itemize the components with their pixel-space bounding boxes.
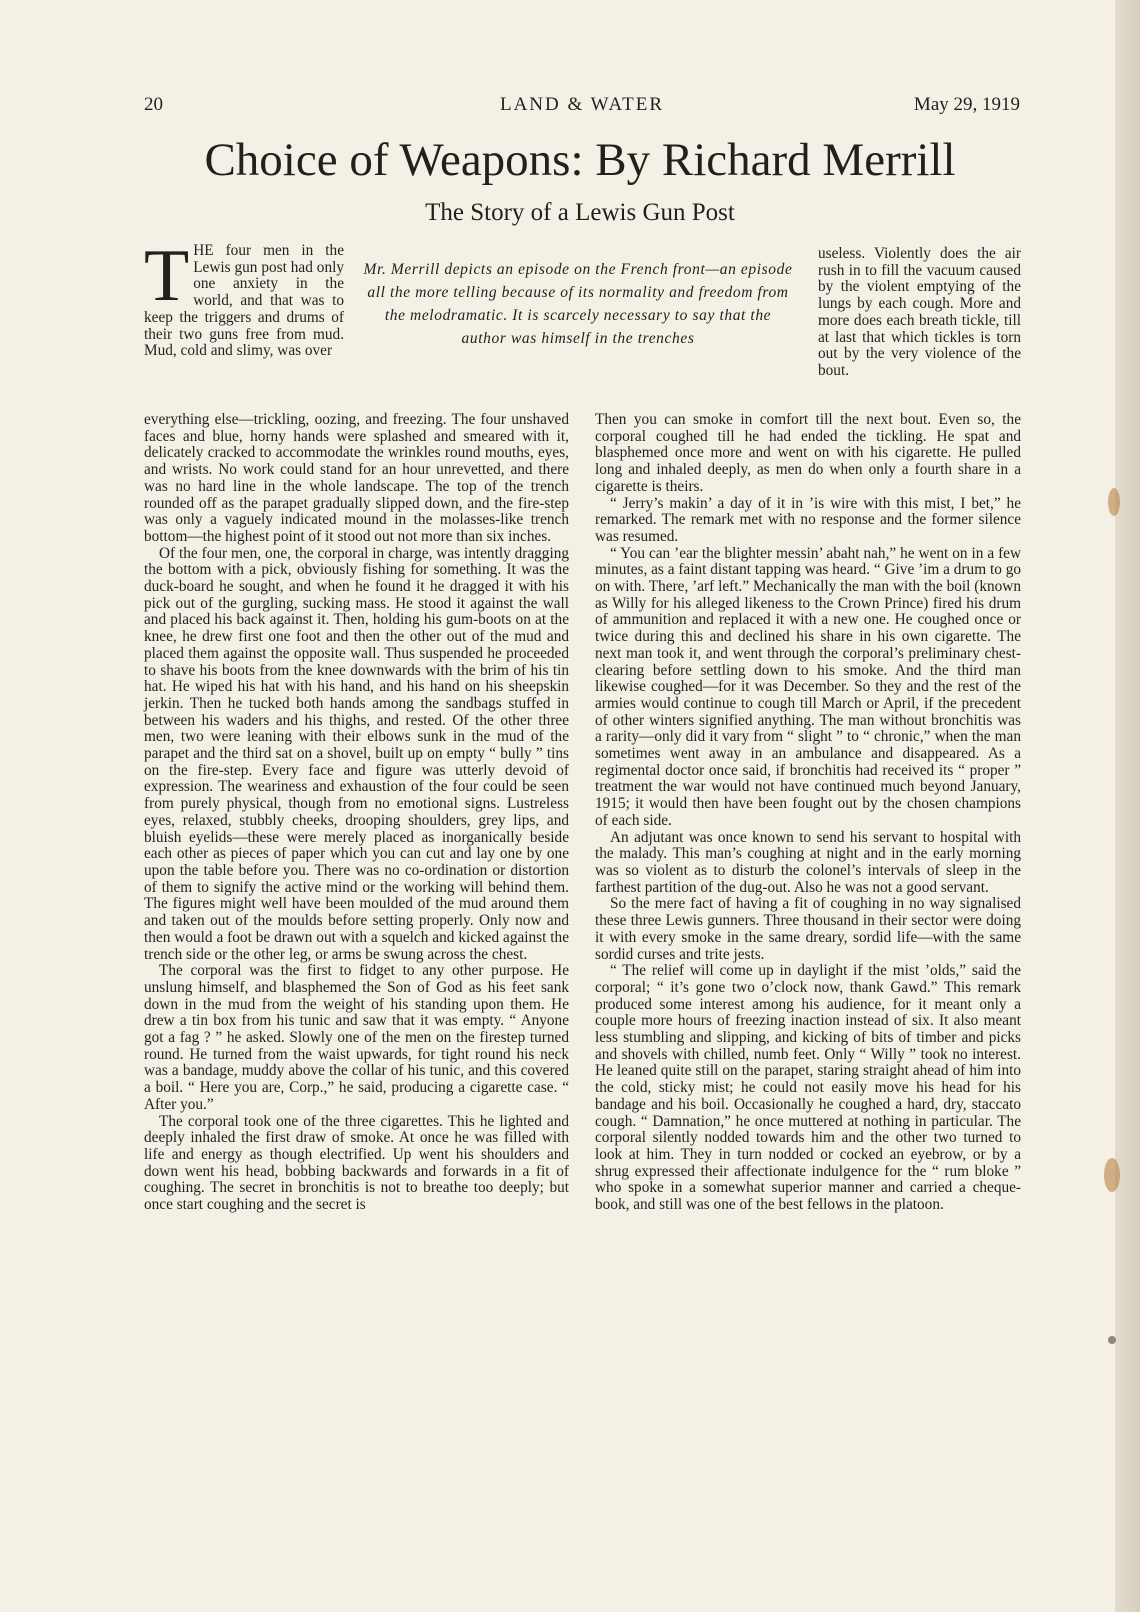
right-column (595, 412, 1021, 1214)
paragraph: Of the four men, one, the corporal in charge, was intently dragging the bottom with a pick, obviously fishing for something. It was the duck-board he sought, and when he found it he dragged it with his pick out of the gurgling, sucking mass. He stood it against the wall and placed his back against it. Then, holding his gum-boots on at the knee, he drew first one foot and then the other out of the mud and placed them against the opposite wall. Thus suspended he proceeded to shave his boots from the knee downwards with the brim of his tin hat. He wiped his hat with his hand, and his hand on his sheepskin jerkin. Then he tucked both hands among the sandbags stuffed in between his waders and his thighs, and rested. Of the other three men, two were leaning with their elbows sunk in the mud of the parapet and the third sat on a shovel, built up on empty “ bully ” tins on the fire-step. Every face and figure was utterly devoid of expression. The weariness and exhaustion of the four could be seen from purely physical, though from no emotional signs. Lustreless eyes, relaxed, stubbly cheeks, drooping shoulders, grey lips, and bluish eyelids—these were merely placed as inorganically beside each other as pieces of paper which you can cut and lay one by one upon the table before you. There was no co-ordination or distortion of them to signify the active mind or the working will behind them. The figures might well have been moulded of the mud around them and taken out of the moulds before setting properly. Only now and then would a foot be drawn out with a squelch and kicked against the trench side or the other leg, or arms be swung across the chest. (144, 544, 569, 963)
issue-date: May 29, 1919 (913, 94, 1020, 115)
paragraph: The corporal took one of the three cigarettes. This he lighted and deeply inhaled the first draw of smoke. At once he was filled with life and energy as though electrified. Up went his shoulders and down went his head, bobbing backwards and forwards in a fit of coughing. The secret in bronchitis is not to breathe too deeply; but once start coughing and the secret is (144, 1112, 569, 1214)
page-number: 20 (144, 94, 163, 115)
article-intro (144, 235, 344, 360)
running-head (144, 94, 1020, 118)
right-top-block (818, 246, 1021, 380)
intro-paragraph: HE four men in the Lewis gun post had only one anxiety in the world, and that was to keep the triggers and drums of their two guns free from mud. Mud, cold and slimy, was over (144, 242, 344, 360)
paragraph: Then you can smoke in comfort till the next bout. Even so, the corporal coughed till he had ended the tickling. He spat and blasphemed once more and went on with his cigarette. He pulled long and inhaled deeply, as men do when only a fourth share in a cigarette is theirs. (595, 411, 1021, 495)
paragraph: “ The relief will come up in daylight if the mist ’olds,” said the corporal; “ it’s gone two o’clock now, thank Gawd.” This remark produced some interest among his audience, for it meant only a couple more hours of freezing inaction instead of six. It also meant less stumbling and slipping, and kicking of bits of timber and picks and shovels with chilled, numb feet. Only “ Willy ” took no interest. He leaned quite still on the parapet, staring straight ahead of him into the cold, sticky mist; he could not easily move his head for his bandage and his boil. Occasionally he coughed a hard, dry, staccato cough. “ Damnation,” he once muttered at nothing in particular. The corporal silently nodded towards him and the other two turned to look at him. They in turn nodded or cocked an eyebrow, or by a shrug expressed their affectionate indulgence for the “ rum bloke ” who spoke in a somewhat superior manner and carried a cheque-book, and still was one of the best fellows in the platoon. (595, 962, 1021, 1214)
stain-spot (1108, 488, 1120, 516)
publication-name: LAND & WATER (499, 94, 665, 115)
page-edge (1115, 0, 1140, 1612)
paragraph: An adjutant was once known to send his servant to hospital with the malady. This man’s coughing at night and in the early morning was so violent as to disturb the colonel’s intervals of sleep in the farthest partition of the dug-out. Also he was not a good servant. (595, 828, 1021, 896)
stain-spot (1108, 1336, 1116, 1344)
article-subtitle: The Story of a Lewis Gun Post (425, 199, 735, 226)
paragraph: So the mere fact of having a fit of coughing in no way signalised these three Lewis gunners. Three thousand in their sector were doing it with every smoke in the same dreary, sordid life—with the same sordid curses and trite jests. (595, 895, 1021, 963)
paragraph: everything else—trickling, oozing, and freezing. The four unshaved faces and blue, horny hands were splashed and smeared with it, delicately cracked to accommodate the wrinkles round mouths, eyes, and wrists. No work could stand for an hour unrevetted, and there was no hard line in the whole landscape. The top of the trench rounded off as the parapet gradually slipped down, and the fire-step was only a vaguely indicated mound in the molasses-like trench bottom—the highest point of it stood out not more than six inches. (144, 411, 569, 545)
stain-spot (1104, 1158, 1120, 1192)
standfirst: Mr. Merrill depicts an episode on the French front—an episode all the more telling because of its normality and freedom from the melodramatic. It is scarcely necessary to say that the author was himself in the trenches (363, 261, 793, 347)
paragraph: “ Jerry’s makin’ a day of it in ’is wire with this mist, I bet,” he remarked. The remark met with no response and the former silence was resumed. (595, 494, 1021, 545)
article-title: Choice of Weapons: By Richard Merrill (204, 134, 956, 186)
left-column (144, 412, 569, 1214)
drop-cap: T (144, 235, 190, 317)
paragraph: The corporal was the first to fidget to any other purpose. He unslung himself, and blasphemed the Son of God as his feet sank down in the mud from the weight of his standing upon them. He drew a tin box from his tunic and saw that it was empty. “ Anyone got a fag ? ” he asked. Slowly one of the men on the firestep turned round. He turned from the waist upwards, for tight round his neck was a bandage, muddy above the collar of his tunic, and this covered a boil. “ Here you are, Corp.,” he said, producing a cigarette case. “ After you.” (144, 962, 569, 1113)
paragraph: useless. Violently does the air rush in to fill the vacuum caused by the violent emptying of the lungs by each cough. More and more does each breath tickle, till at last that which tickles is torn out by the very violence of the bout. (818, 245, 1021, 379)
paragraph: “ You can ’ear the blighter messin’ abaht nah,” he went on in a few minutes, as a faint distant tapping was heard. “ Give ’im a drum to go on with. There, ’arf left.” Mechanically the man with the boil (known as Willy for his alleged likeness to the Crown Prince) fired his drum of ammunition and replaced it with a new one. He coughed once or twice during this and declined his share in his own cigarette. The next man took it, and went through the corporal’s preliminary chest-clearing before settling down to his smoke. And the third man likewise coughed—for it was December. So they and the rest of the armies would continue to cough till March or April, if the precedent of other winters signified anything. The man without bronchitis was a rarity—only did it vary from “ slight ” to “ chronic,” when the man sometimes went away in an ambulance and disappeared. As a regimental doctor once said, if bronchitis had received its “ proper ” treatment the war would not have continued much beyond January, 1915; it would then have been fought out by the chosen champions of each side. (595, 544, 1021, 829)
